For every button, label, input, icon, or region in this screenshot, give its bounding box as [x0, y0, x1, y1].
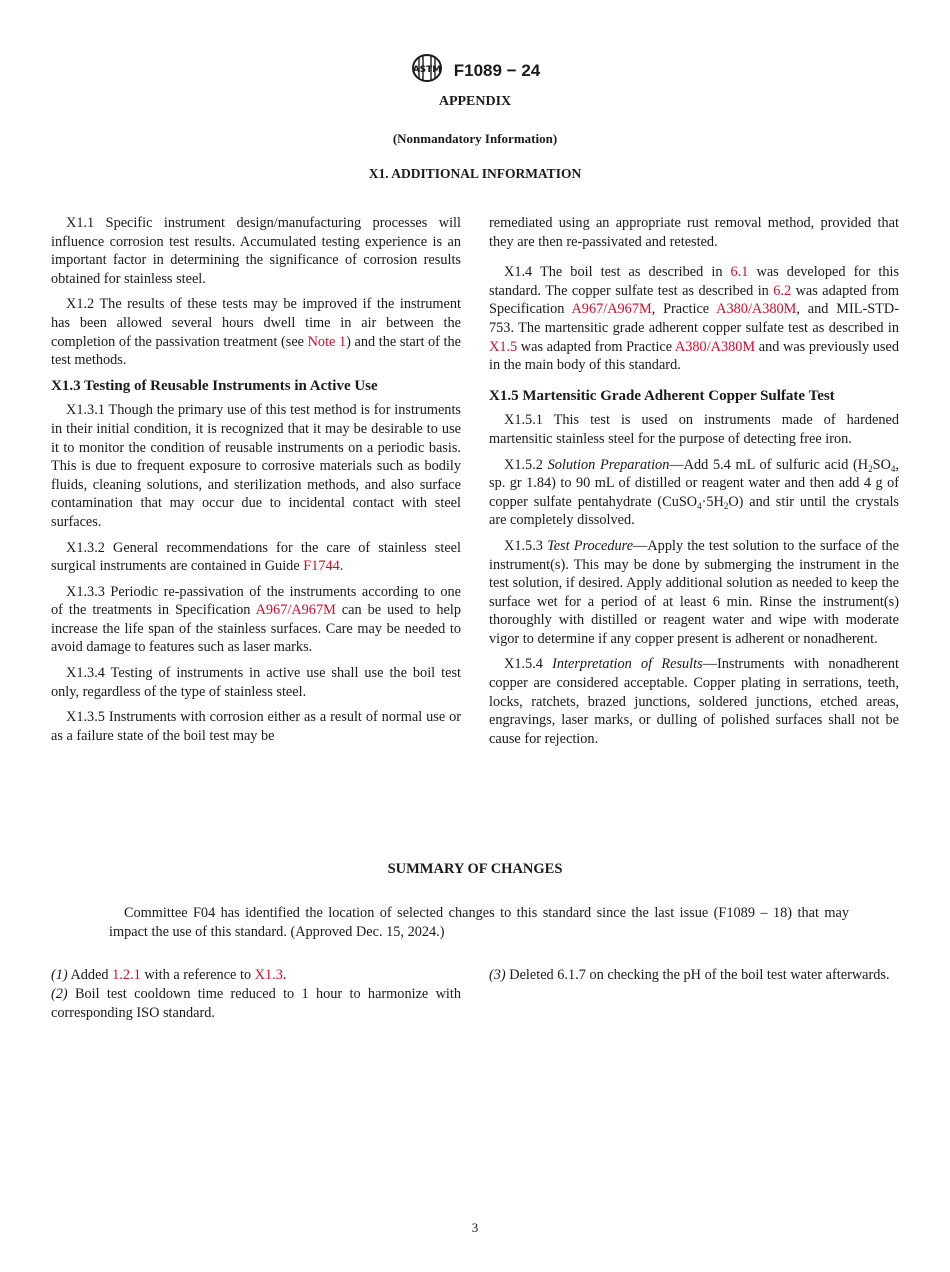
note-1-link[interactable]: Note 1 — [307, 333, 347, 350]
section-1-2-1-link[interactable]: 1.2.1 — [112, 967, 141, 983]
summary-right — [489, 966, 899, 985]
appendix-subtitle: (Nonmandatory Information) — [392, 131, 558, 146]
page-header — [0, 53, 950, 88]
f1744-link[interactable]: F1744 — [303, 558, 340, 575]
section-title: X1. ADDITIONAL INFORMATION — [368, 166, 582, 181]
document-id: F1089 − 24 — [453, 60, 541, 80]
para-x1-4: X1.4 The boil test as described in 6.1 was developed for this standard. The copper sulfate test as described in 6.2 was adapted from Specification A967/A967M, Practice A380/A380M, and MIL-STD-753. The martensitic grade adherent copper sulfate test as described in X1.5 was adapted from Practice A380/A380M and was previously used in the main body of this standard. — [489, 264, 900, 374]
summary-left — [51, 966, 461, 1023]
para-x1-5-2: X1.5.2 Solution Preparation—Add 5.4 mL of sulfuric acid ($H_2SO_4$, sp. gr 1.84) to 90 mL of distilled or reagent water and then add 4 g of copper sulfate pentahydrate $(CuSO_4\cdot 5H_2O)$ and stir until the crystals are completely dissolved. — [489, 456, 899, 529]
page-number: 3 — [471, 1220, 479, 1235]
section-6-2-link[interactable]: 6.2 — [773, 282, 792, 299]
left-column — [51, 214, 461, 752]
para-x1-3-5: X1.3.5 Instruments with corrosion either as a result of normal use or as a failure state of the boil test may be — [51, 709, 461, 744]
para-x1-5-4: X1.5.4 Interpretation of Results—Instruments with nonadherent copper are considered acceptable. Copper plating in serrations, teeth, locks, ratchets, brazed junctions, soldered junctions, etched areas, engravings, laser marks, or dulling of polished surfaces shall not be cause for rejection. — [489, 656, 900, 747]
a380-link[interactable]: A380/A380M — [674, 338, 756, 355]
heading-x1-3: X1.3 Testing of Reusable Instruments in Active Use — [51, 377, 378, 394]
section-6-1-link[interactable]: 6.1 — [730, 264, 749, 281]
a380-link[interactable]: A380/A380M — [716, 301, 797, 318]
heading-x1-5: X1.5 Martensitic Grade Adherent Copper Sulfate Test — [489, 387, 835, 404]
x1-3-link[interactable]: X1.3 — [254, 967, 283, 983]
para-x1-3-1: X1.3.1 Though the primary use of this test method is for instruments in their initial condition, it is recognized that it may be desirable to use it to monitor the condition of reusable instruments on a periodic basis. This is due to frequent exposure to corrosive materials such as bodily fluids, cleaning solutions, and sterilization methods, and also surface contamination that may occur due to incidental contact with steel surfaces. — [51, 402, 461, 530]
summary-title: SUMMARY OF CHANGES — [387, 861, 563, 877]
astm-logo-icon — [410, 53, 444, 88]
a967-link[interactable]: A967/A967M — [255, 602, 336, 619]
appendix-title: APPENDIX — [438, 94, 512, 109]
summary-item-2: (2) Boil test cooldown time reduced to 1 hour to harmonize with corresponding ISO standard. — [51, 986, 461, 1021]
a967-link[interactable]: A967/A967M — [571, 301, 652, 318]
x1-5-link[interactable]: X1.5 — [489, 338, 518, 355]
summary-intro: Committee F04 has identified the location of selected changes to this standard since the last issue (F1089 – 18) that may impact the use of this standard. (Approved Dec. 15, 2024.) — [109, 905, 849, 940]
summary-item-3: (3) Deleted 6.1.7 on checking the pH of the boil test water afterwards. — [489, 967, 890, 983]
right-column — [489, 214, 899, 755]
para-x1-5-3: X1.5.3 Test Procedure—Apply the test solution to the surface of the instrument(s). This may be done by submerging the instrument in the test solution, if desired. Apply additional solution as needed to keep the surface wet for a period of at least 6 min. Rinse the instrument(s) thoroughly with distilled or reagent water and wipe with moderate vigor to determine if any copper present is adherent or nonadherent. — [489, 537, 899, 647]
para-x1-5-1: X1.5.1 This test is used on instruments made of hardened martensitic stainless steel for the purpose of detecting free iron. — [489, 412, 899, 447]
para-x1-3-3: X1.3.3 Periodic re-passivation of the instruments according to one of the treatments in Specification A967/A967M can be used to help increase the life span of the stainless surfaces. Care may be needed to avoid damage to features such as laser marks. — [51, 583, 461, 656]
summary-item-1: (1) Added 1.2.1 with a reference to X1.3. — [51, 967, 287, 983]
para-x1-3-5-cont: remediated using an appropriate rust removal method, provided that they are then re-passivated and retested. — [489, 215, 899, 250]
para-x1-3-4: X1.3.4 Testing of instruments in active use shall use the boil test only, regardless of the type of stainless steel. — [51, 665, 461, 700]
para-x1-3-2: X1.3.2 General recommendations for the care of stainless steel surgical instruments are contained in Guide F1744. — [51, 539, 461, 575]
para-x1-1: X1.1 Specific instrument design/manufacturing processes will influence corrosion test results. Accumulated testing experience is an important factor in determining the significance of corrosion results obtained for stainless steel. — [51, 215, 461, 287]
para-x1-2: X1.2 The results of these tests may be improved if the instrument has been allowed several hours dwell time in air between the completion of the passivation treatment (see Note 1) and the start of the test methods. — [51, 296, 461, 369]
svg-text:ASTM: ASTM — [412, 65, 442, 75]
